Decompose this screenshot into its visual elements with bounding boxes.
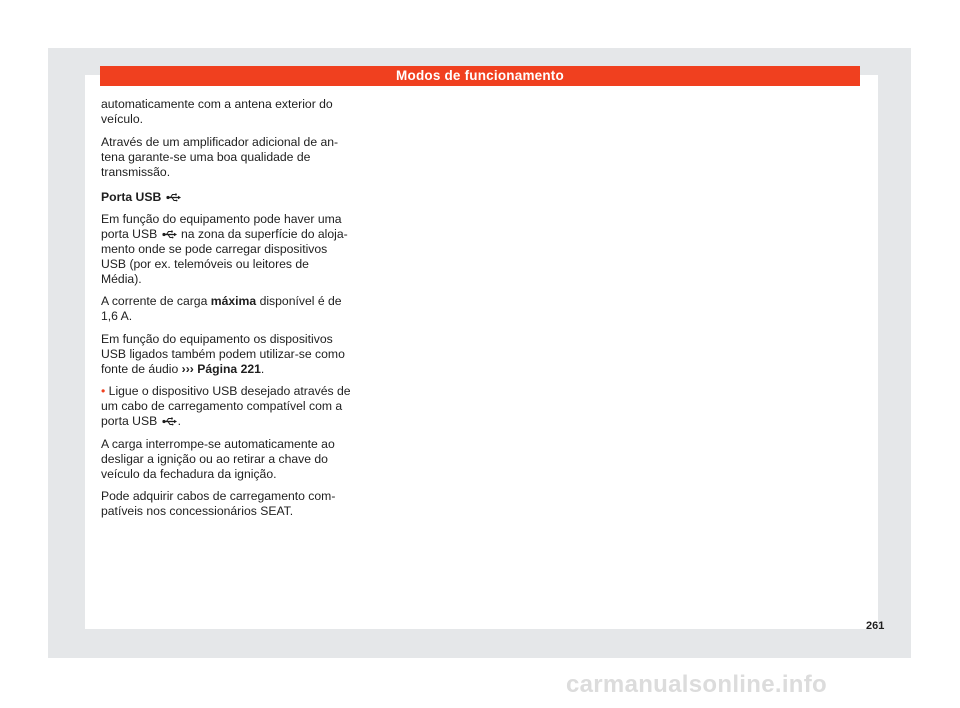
usb-icon xyxy=(166,193,181,202)
usb-icon xyxy=(162,230,177,239)
usb-icon xyxy=(162,417,177,426)
watermark: carmanualsonline.info xyxy=(566,671,828,698)
page-number: 261 xyxy=(866,620,885,632)
paragraph-charge-interrupt: A carga interrompe-se automaticamente ao desligar a ignição ou ao retirar a chave do veículo da fechadura da ignição. xyxy=(101,436,335,481)
content-column xyxy=(101,97,351,527)
bullet-text: Ligue o dispositivo USB desejado através de um cabo de carregamento compatível com a porta USB xyxy=(101,384,351,428)
paragraph-amplifier: Através de um amplificador adicional de antena garante-se uma boa qualidade de transmissão. xyxy=(101,134,339,179)
charge-text-b: disponível é de 1,6 A. xyxy=(101,294,342,323)
charge-max-bold: máxima xyxy=(210,294,257,308)
usb-heading-text: Porta USB xyxy=(101,189,162,204)
paragraph-charge-current xyxy=(101,294,351,324)
usb-heading xyxy=(101,190,351,205)
section-header: Modos de funcionamento xyxy=(100,66,860,86)
bullet-end: . xyxy=(177,414,182,428)
paragraph-cables: Pode adquirir cabos de carregamento compatíveis nos concessionários SEAT. xyxy=(101,489,336,518)
paragraph-audio-source xyxy=(101,332,351,377)
page-reference-link[interactable]: ››› Página 221 xyxy=(181,361,261,376)
audio-text: Em função do equipamento os dispositivos USB ligados também podem utilizar-se como fonte de áudio xyxy=(101,331,345,376)
bullet-item xyxy=(101,384,351,429)
paragraph-usb-location xyxy=(101,212,351,287)
usb-location-text-a: Em função do equipamento pode haver uma porta USB xyxy=(101,211,342,241)
bullet-icon: • xyxy=(101,384,106,398)
charge-text-a: A corrente de carga xyxy=(101,294,208,308)
paragraph-antenna: automaticamente com a antena exterior do veículo. xyxy=(101,97,333,126)
audio-text-end: . xyxy=(260,361,265,376)
usb-location-text-b: na zona da superfície do alojamento onde se pode carregar dispositivos USB (por ex. telemóveis ou leitores de Média). xyxy=(101,226,348,286)
